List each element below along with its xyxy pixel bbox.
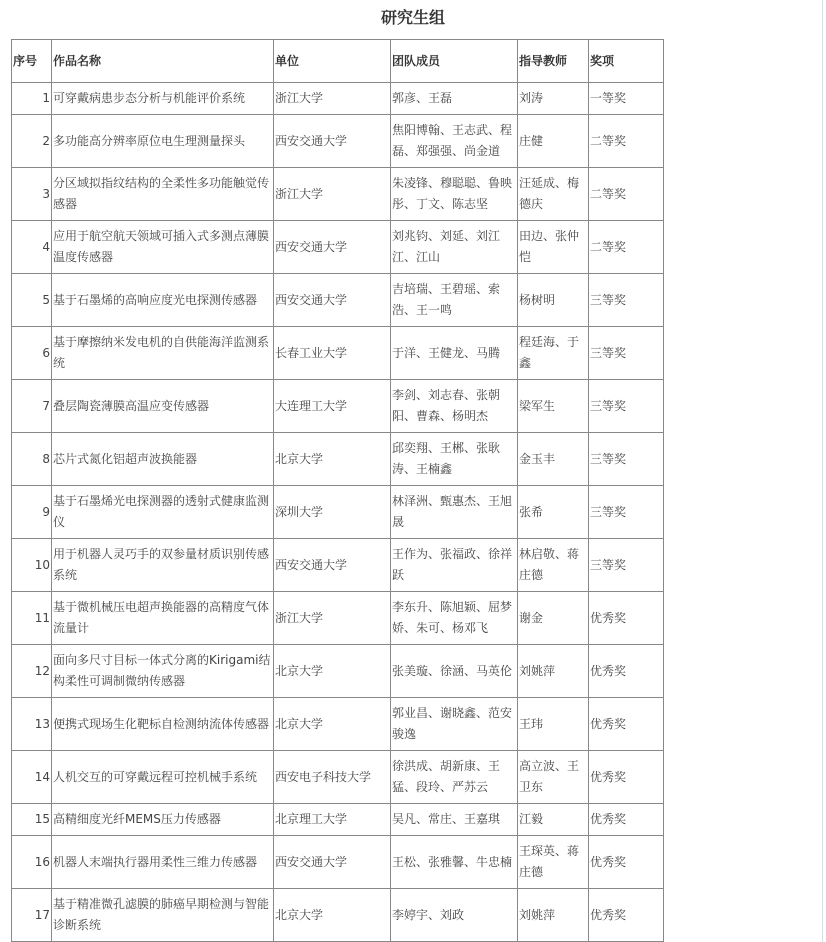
cell-members: 王作为、张福政、徐祥跃 <box>391 539 518 592</box>
table-row <box>12 889 664 942</box>
cell-award: 三等奖 <box>589 274 664 327</box>
cell-index: 7 <box>12 380 52 433</box>
table-row <box>12 698 664 751</box>
cell-index: 3 <box>12 168 52 221</box>
cell-project: 多功能高分辨率原位电生理测量探头 <box>52 115 274 168</box>
table-row <box>12 645 664 698</box>
cell-advisor: 王玮 <box>518 698 589 751</box>
cell-members: 郭彦、王磊 <box>391 83 518 115</box>
cell-members: 王松、张雅馨、牛忠楠 <box>391 836 518 889</box>
cell-project: 可穿戴病患步态分析与机能评价系统 <box>52 83 274 115</box>
cell-unit: 西安交通大学 <box>274 539 391 592</box>
table-row <box>12 83 664 115</box>
page-right-border <box>822 0 823 942</box>
cell-members: 李东升、陈旭颖、屈梦娇、朱可、杨邓飞 <box>391 592 518 645</box>
cell-project: 基于石墨烯光电探测器的透射式健康监测仪 <box>52 486 274 539</box>
cell-index: 9 <box>12 486 52 539</box>
cell-members: 吉培瑞、王碧瑶、索浩、王一鸣 <box>391 274 518 327</box>
table-row <box>12 327 664 380</box>
cell-award: 优秀奖 <box>589 698 664 751</box>
cell-project: 人机交互的可穿戴远程可控机械手系统 <box>52 751 274 804</box>
cell-project: 分区域拟指纹结构的全柔性多功能触觉传感器 <box>52 168 274 221</box>
cell-award: 三等奖 <box>589 380 664 433</box>
cell-members: 邱奕翔、王郴、张耿涛、王楠鑫 <box>391 433 518 486</box>
table-row <box>12 539 664 592</box>
cell-index: 14 <box>12 751 52 804</box>
cell-unit: 浙江大学 <box>274 83 391 115</box>
cell-advisor: 林启敬、蒋庄德 <box>518 539 589 592</box>
cell-advisor: 刘涛 <box>518 83 589 115</box>
cell-project: 叠层陶瓷薄膜高温应变传感器 <box>52 380 274 433</box>
cell-award: 二等奖 <box>589 221 664 274</box>
cell-index: 8 <box>12 433 52 486</box>
cell-members: 李剑、刘志春、张朝阳、曹森、杨明杰 <box>391 380 518 433</box>
cell-unit: 西安交通大学 <box>274 274 391 327</box>
cell-unit: 西安交通大学 <box>274 115 391 168</box>
cell-award: 优秀奖 <box>589 836 664 889</box>
table-row <box>12 168 664 221</box>
page-title: 研究生组 <box>380 8 445 27</box>
header-unit: 单位 <box>274 40 391 83</box>
cell-advisor: 庄健 <box>518 115 589 168</box>
cell-unit: 大连理工大学 <box>274 380 391 433</box>
table-row <box>12 221 664 274</box>
cell-project: 芯片式氮化铝超声波换能器 <box>52 433 274 486</box>
header-row <box>12 40 664 83</box>
cell-award: 二等奖 <box>589 115 664 168</box>
cell-index: 6 <box>12 327 52 380</box>
cell-index: 16 <box>12 836 52 889</box>
cell-index: 17 <box>12 889 52 942</box>
cell-unit: 北京大学 <box>274 433 391 486</box>
cell-unit: 北京大学 <box>274 645 391 698</box>
cell-award: 三等奖 <box>589 539 664 592</box>
cell-index: 10 <box>12 539 52 592</box>
table-row <box>12 804 664 836</box>
header-project: 作品名称 <box>52 40 274 83</box>
cell-award: 优秀奖 <box>589 889 664 942</box>
cell-advisor: 程廷海、于鑫 <box>518 327 589 380</box>
cell-award: 三等奖 <box>589 433 664 486</box>
cell-index: 13 <box>12 698 52 751</box>
cell-index: 11 <box>12 592 52 645</box>
cell-unit: 浙江大学 <box>274 592 391 645</box>
cell-members: 吴凡、常庄、王嘉琪 <box>391 804 518 836</box>
cell-project: 用于机器人灵巧手的双参量材质识别传感系统 <box>52 539 274 592</box>
cell-unit: 长春工业大学 <box>274 327 391 380</box>
cell-advisor: 刘姚萍 <box>518 645 589 698</box>
header-index: 序号 <box>12 40 52 83</box>
header-advisor: 指导教师 <box>518 40 589 83</box>
cell-award: 优秀奖 <box>589 751 664 804</box>
cell-members: 于洋、王健龙、马腾 <box>391 327 518 380</box>
cell-unit: 浙江大学 <box>274 168 391 221</box>
table-row <box>12 274 664 327</box>
cell-project: 基于摩擦纳米发电机的自供能海洋监测系统 <box>52 327 274 380</box>
cell-advisor: 梁军生 <box>518 380 589 433</box>
cell-project: 基于石墨烯的高响应度光电探测传感器 <box>52 274 274 327</box>
cell-members: 林泽洲、甄惠杰、王旭晟 <box>391 486 518 539</box>
cell-index: 12 <box>12 645 52 698</box>
cell-award: 三等奖 <box>589 486 664 539</box>
cell-advisor: 金玉丰 <box>518 433 589 486</box>
cell-index: 5 <box>12 274 52 327</box>
cell-index: 15 <box>12 804 52 836</box>
cell-advisor: 王琛英、蒋庄德 <box>518 836 589 889</box>
cell-members: 郭业昌、谢晓鑫、范安骏逸 <box>391 698 518 751</box>
cell-advisor: 江毅 <box>518 804 589 836</box>
cell-award: 一等奖 <box>589 83 664 115</box>
cell-project: 基于精准微孔滤膜的肺癌早期检测与智能诊断系统 <box>52 889 274 942</box>
cell-index: 2 <box>12 115 52 168</box>
cell-award: 优秀奖 <box>589 804 664 836</box>
cell-advisor: 刘姚萍 <box>518 889 589 942</box>
cell-members: 朱凌锋、穆聪聪、鲁映彤、丁文、陈志坚 <box>391 168 518 221</box>
cell-index: 1 <box>12 83 52 115</box>
table-row <box>12 115 664 168</box>
cell-unit: 西安交通大学 <box>274 221 391 274</box>
cell-advisor: 田边、张仲恺 <box>518 221 589 274</box>
cell-unit: 北京理工大学 <box>274 804 391 836</box>
awards-table <box>11 39 664 942</box>
cell-advisor: 汪延成、梅德庆 <box>518 168 589 221</box>
cell-members: 刘兆钧、刘延、刘江江、江山 <box>391 221 518 274</box>
cell-unit: 北京大学 <box>274 889 391 942</box>
header-award: 奖项 <box>589 40 664 83</box>
cell-unit: 深圳大学 <box>274 486 391 539</box>
cell-unit: 西安电子科技大学 <box>274 751 391 804</box>
cell-members: 徐洪成、胡新康、王猛、段玲、严苏云 <box>391 751 518 804</box>
cell-project: 基于微机械压电超声换能器的高精度气体流量计 <box>52 592 274 645</box>
cell-members: 李婷宇、刘政 <box>391 889 518 942</box>
cell-advisor: 张希 <box>518 486 589 539</box>
table-row <box>12 433 664 486</box>
cell-members: 张美璇、徐涵、马英伦 <box>391 645 518 698</box>
cell-project: 机器人末端执行器用柔性三维力传感器 <box>52 836 274 889</box>
table-row <box>12 751 664 804</box>
cell-project: 高精细度光纤MEMS压力传感器 <box>52 804 274 836</box>
cell-advisor: 谢金 <box>518 592 589 645</box>
cell-project: 面向多尺寸目标一体式分离的Kirigami结构柔性可调制微纳传感器 <box>52 645 274 698</box>
cell-unit: 西安交通大学 <box>274 836 391 889</box>
table-row <box>12 380 664 433</box>
cell-award: 优秀奖 <box>589 592 664 645</box>
table-row <box>12 836 664 889</box>
cell-award: 三等奖 <box>589 327 664 380</box>
cell-index: 4 <box>12 221 52 274</box>
cell-award: 优秀奖 <box>589 645 664 698</box>
table-row <box>12 592 664 645</box>
table-row <box>12 486 664 539</box>
cell-project: 应用于航空航天领域可插入式多测点薄膜温度传感器 <box>52 221 274 274</box>
cell-award: 二等奖 <box>589 168 664 221</box>
header-members: 团队成员 <box>391 40 518 83</box>
cell-advisor: 高立波、王卫东 <box>518 751 589 804</box>
cell-members: 焦阳博翰、王志武、程磊、郑强强、尚金道 <box>391 115 518 168</box>
cell-unit: 北京大学 <box>274 698 391 751</box>
cell-advisor: 杨树明 <box>518 274 589 327</box>
cell-project: 便携式现场生化靶标自检测纳流体传感器 <box>52 698 274 751</box>
